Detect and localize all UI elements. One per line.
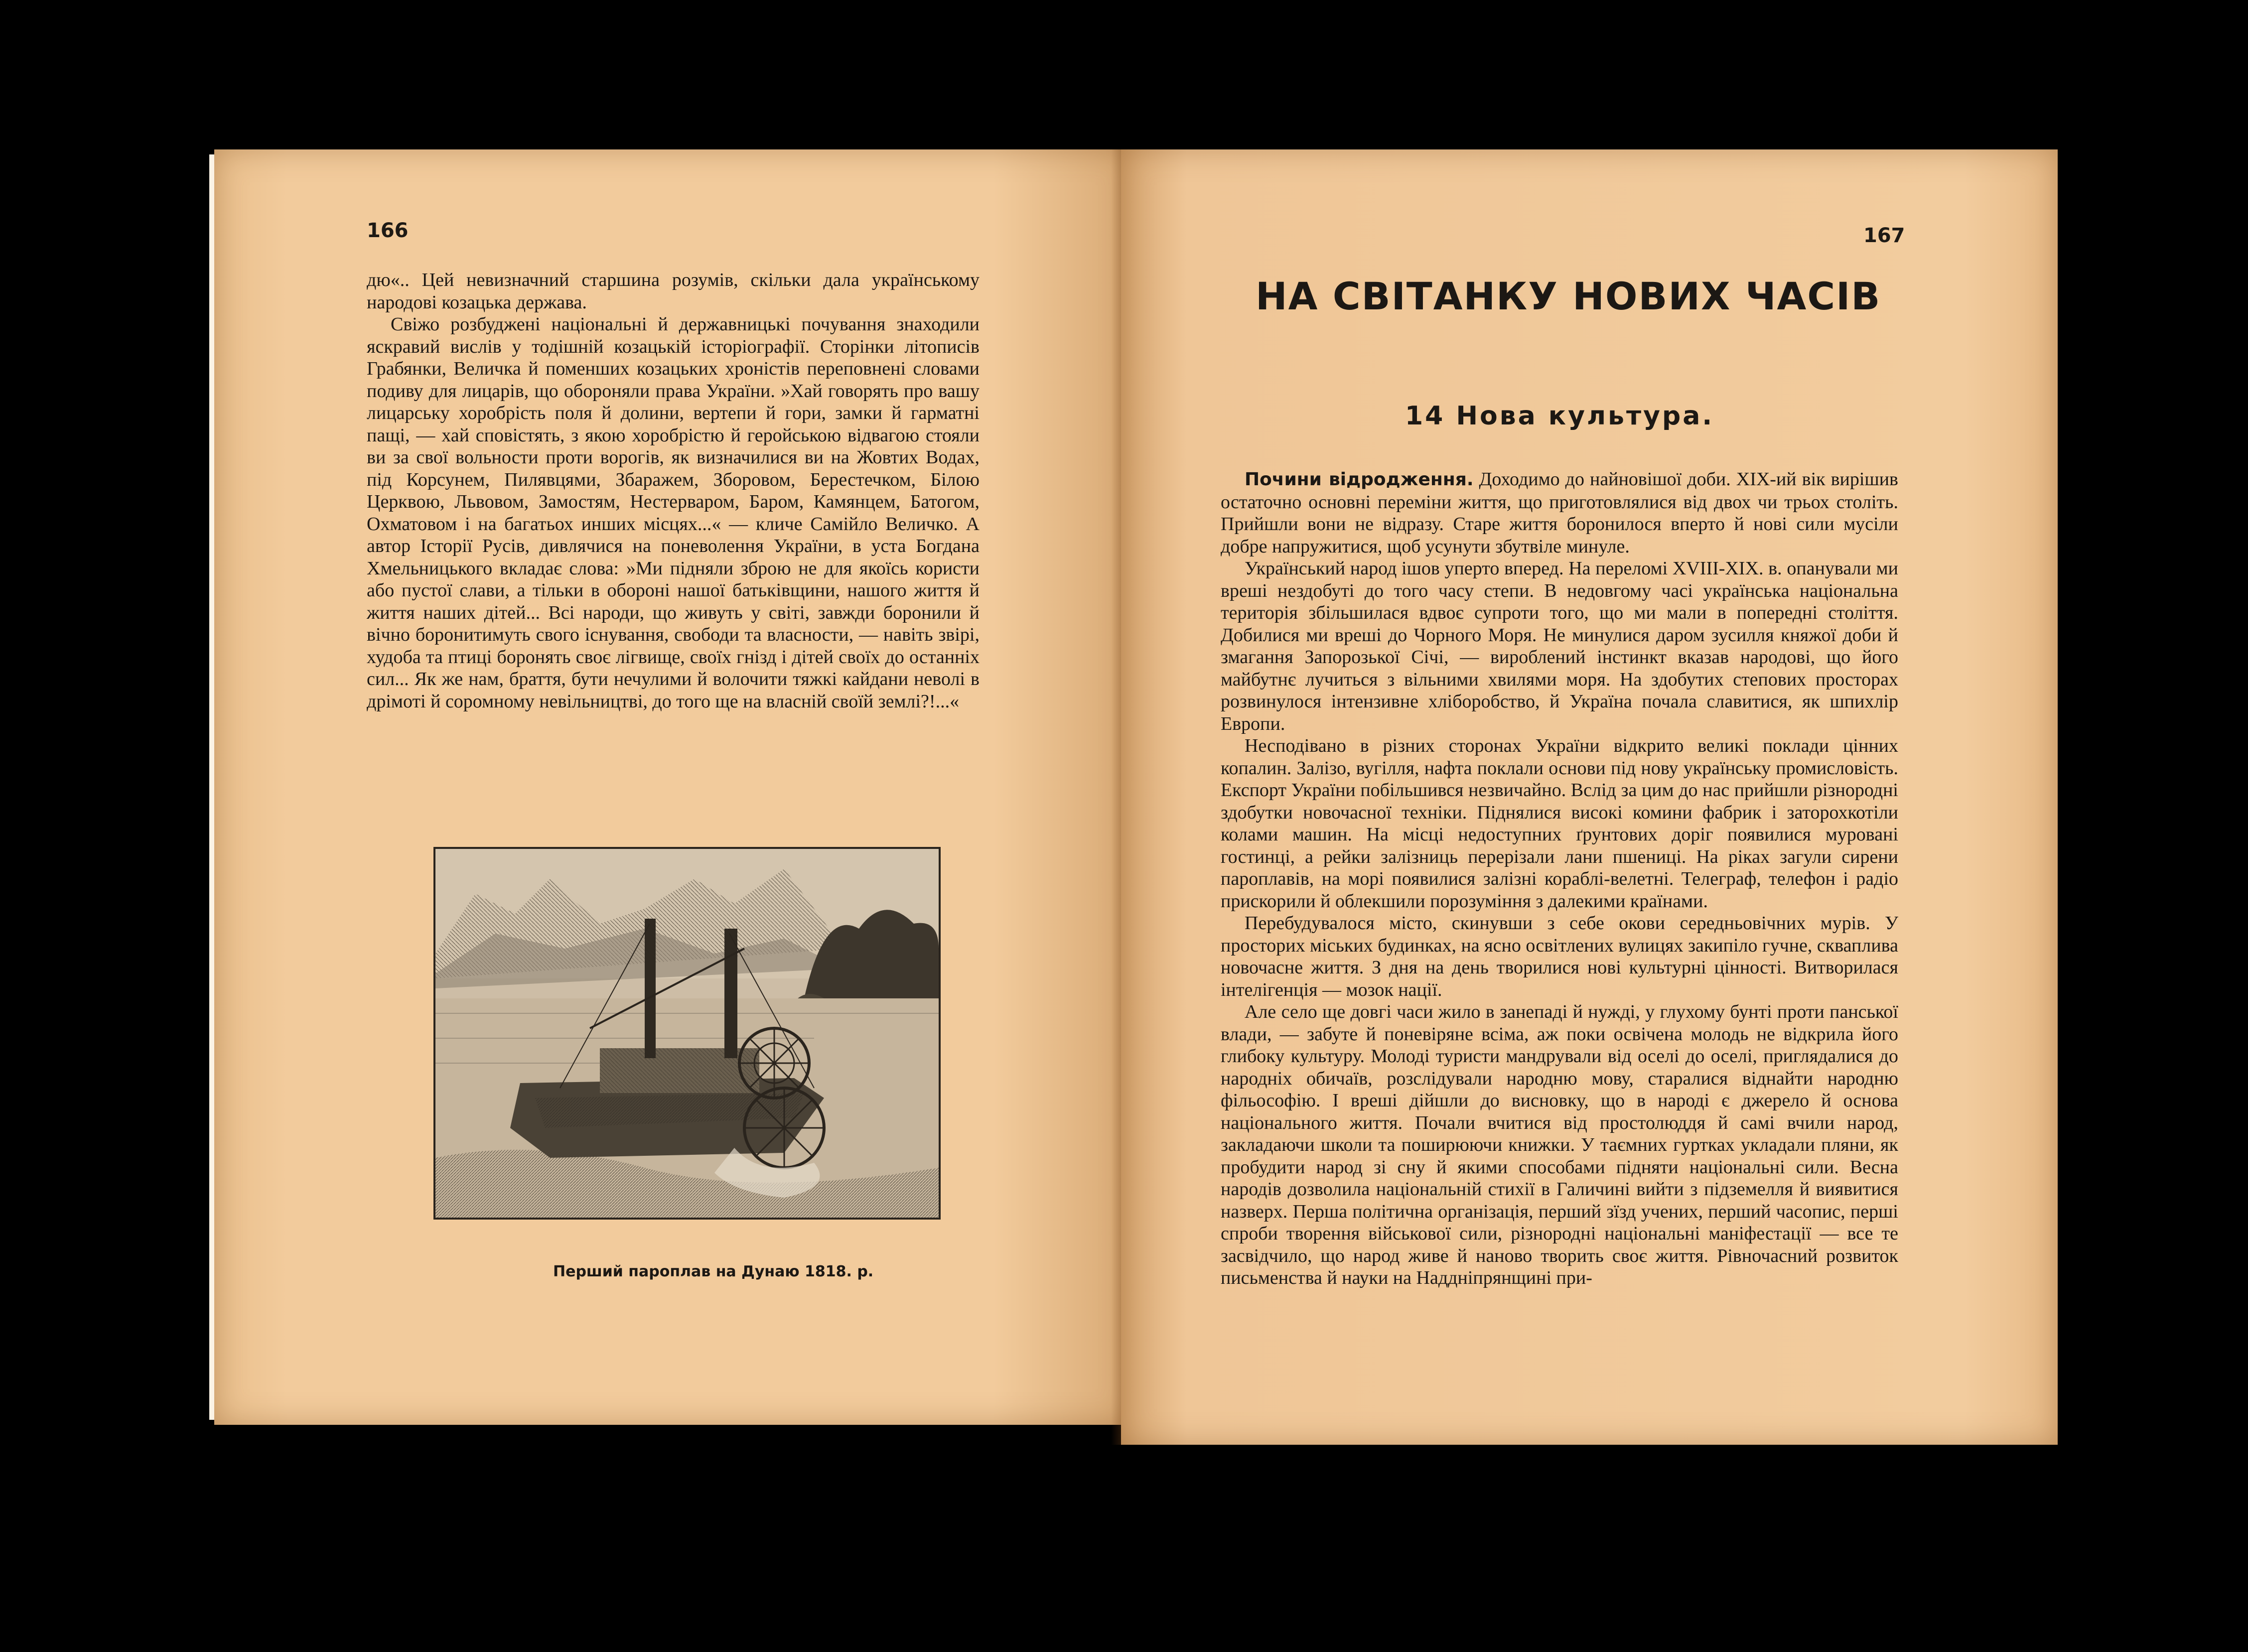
section-title: 14 Нова культура. (1405, 401, 1714, 431)
steamboat-engraving (435, 849, 939, 1218)
right-paragraph-2: Український народ ішов уперто вперед. На переломі XVIII-XIX. в. опанували ми вреші нездобуті до того часу степи. В недовгому часі українська національна територія збільшилася вдвоє супроти того, що ми мали в попередні століття. Добилися ми вреші до Чорного Моря. Не минулися даром зусилля княжої доби й змагання Запорозької Січі, — вироблений інстинкт вказав народові, що його майбутнє лучиться з вільними хвилями моря. На здобутих степових просторах розвинулося інтензивне хліборобство, й Україна почала славитися, як шпихлір Европи. (1221, 558, 1898, 734)
right-page (1121, 149, 2058, 1445)
figure-caption: Перший пароплав на Дунаю 1818. р. (553, 1263, 874, 1280)
chapter-title: НА СВІТАНКУ НОВИХ ЧАСІВ (1256, 274, 1881, 318)
right-paragraph-3: Несподівано в різних сторонах України відкрито великі поклади цінних копалин. Залізо, вугілля, нафта поклали основи під нову українську промисловість. Експорт України побільшився незвичайно. Вслід за цим до нас прийшли різнородні здобутки новочасної техніки. Піднялися високі комини фабрик і заторохкотіли колами машин. На місці недоступних ґрунтових доріг появилися муровані гостинці, а рейки залізниць перерізали лани пшениці. На ріках загули сирени пароплавів, на морі появилися залізні кораблі-велетні. Телеграф, телефон і радіо прискорили й облекшили порозуміння з далекими країнами. (1221, 735, 1898, 912)
page-number-left: 166 (367, 219, 409, 242)
lead-heading: Почини відродження. (1245, 469, 1474, 490)
left-paragraph-2: Свіжо розбуджені національні й державницькі почування знаходили яскравий вислів у тодішній козацькій історіографії. Сторінки літописів Грабянки, Величка й поменших козацьких хроністів переповнені словами подиву для лицарів, що обороняли права України. »Хай говорять про вашу лицарську хоробрість поля й долини, вертепи й гори, замки й гарматні пащі, — хай сповістять, з якою хоробрістю й геройською відвагою стояли ви за свої вольности проти ворогів, як визначилися ви на Жовтих Водах, під Корсунем, Пилявцями, Збаражем, Зборовом, Берестечком, Білою Церквою, Львовом, Замостям, Нестерваром, Баром, Камянцем, Батогом, Охматовом і на багатьох инших місцях...« — кличе Самійло Величко. А автор Історії Русів, дивлячися на поневолення України, в уста Богдана Хмельницького вкладає слова: »Ми підняли зброю не для якоїсь користи або пустої слави, а тільки в обороні нашої батьківщини, нашого життя й життя наших дітей... Всі народи, що живуть у світі, завжди боронили й вічно боронитимуть свого існування, свободи та власности, — навіть звірі, худоба та птиці боронять своє лігвище, своїх гнізд і дітей своїх до останніх сил... Як же нам, браття, бути нечулими й волочити тяжкі кайдани неволі в дрімоті й соромному невільництві, до того ще на власній своїй землі?!...« (367, 314, 980, 712)
right-paragraph-4: Перебудувалося місто, скинувши з себе окови середньовічних мурів. У просторих міських будинках, на ясно освітлених вулицях закипіло гучне, скваплива новочасне життя. З дня на день творилися нові культурні цінності. Витворилася інтелігенція — мозок нації. (1221, 913, 1898, 1000)
page-number-right: 167 (1863, 224, 1905, 247)
left-paragraph-1: дю«.. Цей невизначний старшина розумів, скільки дала українському народові козацька держава. (367, 270, 980, 313)
left-page (214, 149, 1131, 1425)
right-paragraph-1 (1221, 468, 1898, 557)
right-paragraph-1-text: Доходимо до найновішої доби. XIX-ий вік вирішив остаточно основні переміни життя, що приготовлялися від двох чи трьох століть. Прийшли вони не відразу. Старе життя боронилося вперто й нові сили мусіли добре напружитися, щоб усунути збутвіле минуле. (1221, 469, 1898, 557)
right-paragraph-5: Але село ще довгі часи жило в занепаді й нужді, у глухому бунті проти панської влади, — забуте й поневіряне всіма, аж поки освічена молодь не відкрила його глибоку культуру. Молоді туристи мандрували від оселі до оселі, приглядалися до народніх обичаїв, розслідували народню мову, старалися віднайти народню фільософію. І вреші дійшли до висновку, що в народі є джерело й основа національного життя. Почали вчитися від простолюддя й самі вчили народ, закладаючи школи та поширюючи книжки. У таємних гуртках укладали пляни, як пробудити народ зі сну й якими способами підняти національні сили. Весна народів дозволила національній стихії в Галичині вийти з підземелля й виявитися назверх. Перша політична організація, перший зїзд учених, перший часопис, перші спроби творення військової сили, різнородні національні маніфестації — все те засвідчило, що народ живе й наново творить своє життя. Рівночасний розвиток письменства й науки на Наддніпрянщині при- (1221, 1001, 1898, 1288)
steamboat-illustration (433, 847, 941, 1220)
left-page-text (367, 269, 980, 712)
right-page-text (1221, 468, 1898, 1289)
